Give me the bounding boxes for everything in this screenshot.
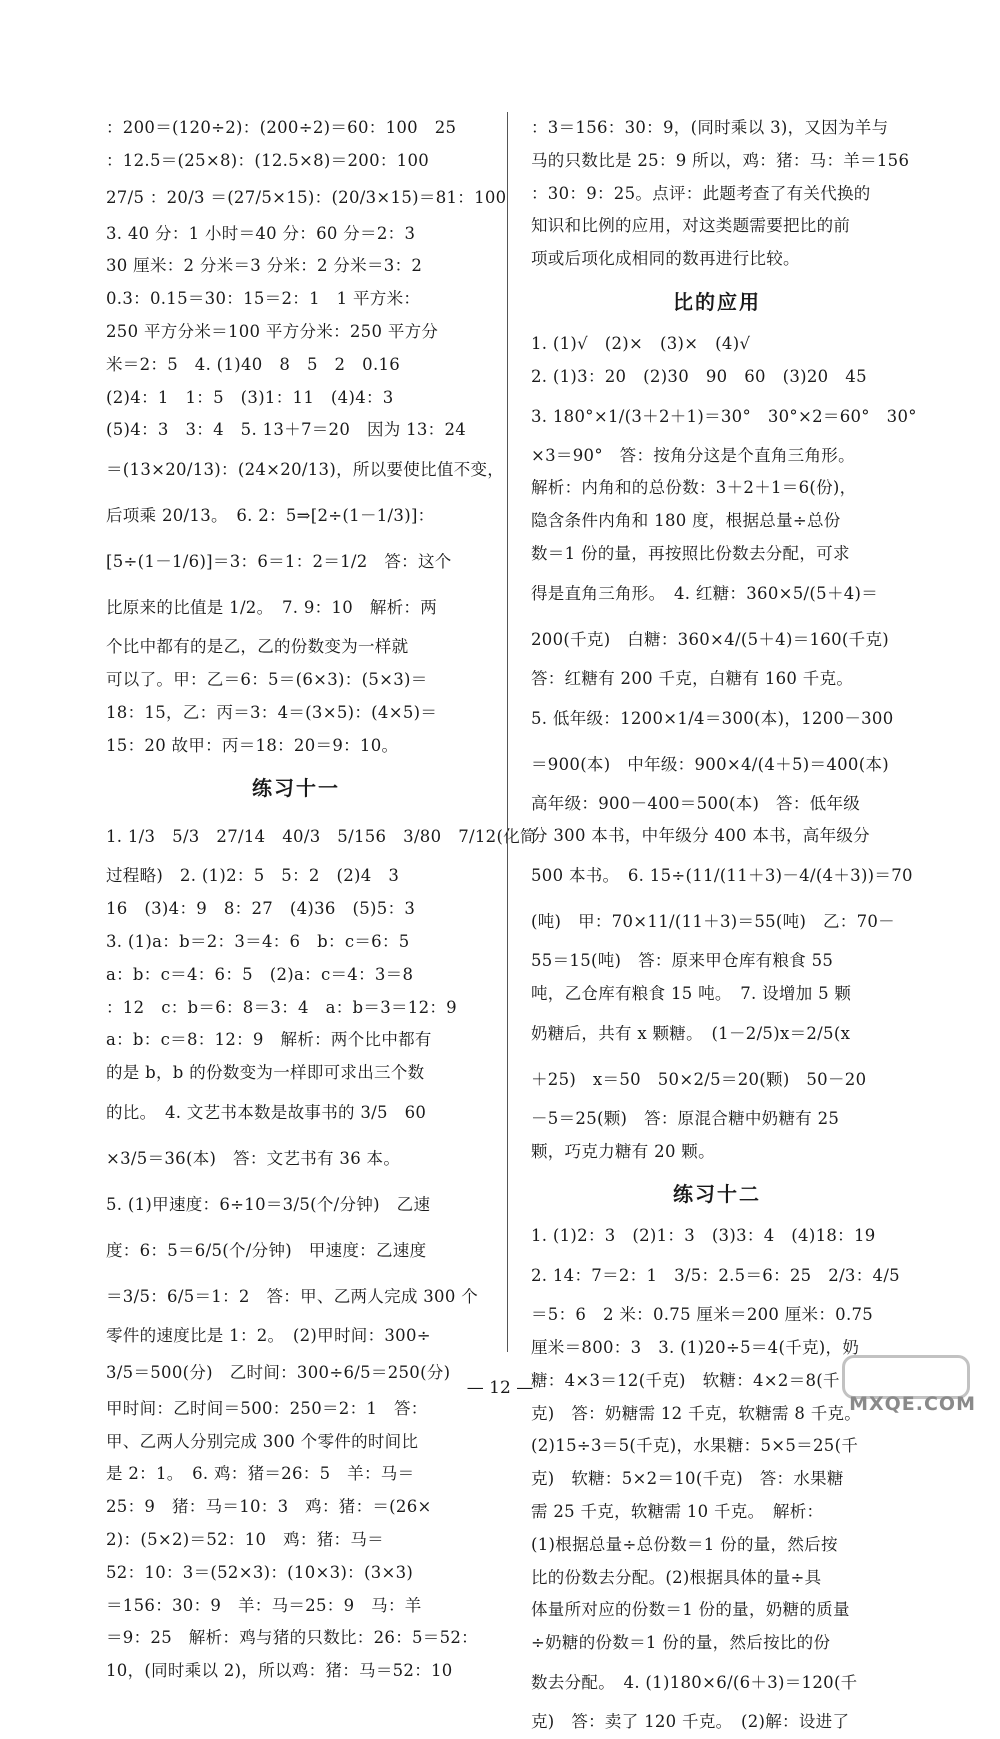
watermark-logo bbox=[836, 1355, 986, 1417]
text-line: 克) 答：卖了 120 千克。 (2)解：设进了 bbox=[531, 1711, 850, 1731]
section-heading: 练习十一 bbox=[252, 776, 340, 801]
text-line: 25：9 猪：马＝10：3 鸡：猪：＝(26× bbox=[106, 1497, 432, 1517]
text-line: (1)根据总量÷总份数＝1 份的量，然后按 bbox=[531, 1534, 838, 1554]
text-line: (吨) 甲：70×11/(11＋3)＝55(吨) 乙：70－ bbox=[531, 912, 895, 932]
text-line: 吨，乙仓库有粮食 15 吨。 7. 设增加 5 颗 bbox=[531, 983, 852, 1003]
text-line: ＝156：30：9 羊：马＝25：9 马：羊 bbox=[106, 1595, 422, 1615]
section-heading: 比的应用 bbox=[673, 289, 761, 314]
text-line: a：b：c＝8：12：9 解析：两个比中都有 bbox=[106, 1030, 432, 1050]
text-line: 隐含条件内角和 180 度，根据总量÷总份 bbox=[531, 511, 841, 531]
text-line: 甲、乙两人分别完成 300 个零件的时间比 bbox=[106, 1431, 419, 1451]
text-line: 比原来的比值是 1/2。 7. 9：10 解析：两 bbox=[106, 598, 438, 618]
text-line: 0.3：0.15＝30：15＝2：1 1 平方米： bbox=[106, 289, 421, 309]
text-line: a：b：c＝4：6：5 (2)a：c＝4：3＝8 bbox=[106, 964, 414, 984]
text-line: 250 平方分米＝100 平方分米：250 平方分 bbox=[106, 321, 439, 341]
text-line: 30 厘米：2 分米＝3 分米：2 分米＝3：2 bbox=[106, 256, 423, 276]
text-line: 27/5 ：20/3 ＝(27/5×15)：(20/3×15)＝81：100 bbox=[106, 187, 507, 207]
text-line: －5＝25(颗) 答：原混合糖中奶糖有 25 bbox=[531, 1108, 840, 1128]
text-line: ×3＝90° 答：按角分这是个直角三角形。 bbox=[531, 445, 855, 465]
text-line: 2. 14：7＝2：1 3/5：2.5＝6：25 2/3：4/5 bbox=[531, 1266, 900, 1286]
text-line: 5. (1)甲速度：6÷10＝3/5(个/分钟) 乙速 bbox=[106, 1194, 431, 1214]
text-line: 15：20 故甲：丙＝18：20＝9：10。 bbox=[106, 735, 399, 755]
text-line: 克) 软糖：5×2＝10(千克) 答：水果糖 bbox=[531, 1469, 844, 1489]
text-line: 厘米＝800：3 3. (1)20÷5＝4(千克)，奶 bbox=[531, 1337, 860, 1357]
text-line: ：30：9：25。点评：此题考查了有关代换的 bbox=[531, 183, 871, 203]
text-line: (2)15÷3＝5(千克)，水果糖：5×5＝25(千 bbox=[531, 1436, 859, 1456]
text-line: 体量所对应的份数＝1 份的量，奶糖的质量 bbox=[531, 1600, 850, 1620]
text-line: ＝9：25 解析：鸡与猪的只数比：26：5＝52： bbox=[106, 1628, 478, 1648]
text-line: 分 300 本书，中年级分 400 本书，高年级分 bbox=[531, 826, 870, 846]
text-line: 需 25 千克，软糖需 10 千克。 解析： bbox=[531, 1501, 824, 1521]
text-line: ＝5：6 2 米：0.75 厘米＝200 厘米：0.75 bbox=[531, 1305, 874, 1325]
text-line: 高年级：900－400＝500(本) 答：低年级 bbox=[531, 793, 861, 813]
text-line: ：3＝156：30：9，(同时乘以 3)，又因为羊与 bbox=[531, 118, 889, 137]
text-line: 55＝15(吨) 答：原来甲仓库有粮食 55 bbox=[531, 951, 834, 971]
text-line: 数＝1 份的量，再按照比份数去分配，可求 bbox=[531, 543, 850, 563]
text-line: ＝(13×20/13)：(24×20/13)，所以要使比值不变， bbox=[106, 460, 505, 480]
page-number: — 12 — bbox=[466, 1378, 534, 1398]
text-line: 糖：4×3＝12(千克) 软糖：4×2＝8(千 bbox=[531, 1370, 840, 1390]
text-line: 米＝2：5 4. (1)40 8 5 2 0.16 bbox=[106, 354, 401, 374]
text-line: 过程略) 2. (1)2：5 5：2 (2)4 3 bbox=[106, 866, 400, 886]
text-line: 10，(同时乘以 2)，所以鸡：猪：马＝52：10 bbox=[106, 1661, 453, 1681]
text-line: 比的份数去分配。(2)根据具体的量÷具 bbox=[531, 1567, 822, 1587]
text-line: 后项乘 20/13。 6. 2：5⇒[2÷(1－1/3)]： bbox=[106, 506, 435, 526]
text-line: 2. (1)3：20 (2)30 90 60 (3)20 45 bbox=[531, 366, 867, 386]
text-line: 18：15，乙：丙＝3：4＝(3×5)：(4×5)＝ bbox=[106, 702, 438, 722]
text-line: 零件的速度比是 1：2。 (2)甲时间：300÷ bbox=[106, 1325, 431, 1345]
text-line: 500 本书。 6. 15÷(11/(11＋3)－4/(4＋3))＝70 bbox=[531, 866, 913, 886]
text-line: 答：红糖有 200 千克，白糖有 160 千克。 bbox=[531, 668, 854, 688]
text-line: ＋25) x＝50 50×2/5＝20(颗) 50－20 bbox=[531, 1069, 867, 1089]
text-line: 200(千克) 白糖：360×4/(5＋4)＝160(千克) bbox=[531, 629, 889, 649]
text-line: 奶糖后，共有 x 颗糖。 (1－2/5)x＝2/5(x bbox=[531, 1023, 851, 1043]
text-line: ：200＝(120÷2)：(200÷2)＝60：100 25 bbox=[106, 118, 457, 137]
text-line: [5÷(1－1/6)]＝3：6＝1：2＝1/2 答：这个 bbox=[106, 552, 452, 572]
text-line: 项或后项化成相同的数再进行比较。 bbox=[531, 249, 800, 269]
text-line: 3. 180°×1/(3＋2＋1)＝30° 30°×2＝60° 30° bbox=[531, 406, 917, 426]
text-line: 1. 1/3 5/3 27/14 40/3 5/156 3/80 7/12(化简 bbox=[106, 827, 537, 847]
text-line: 3. 40 分：1 小时＝40 分：60 分＝2：3 bbox=[106, 223, 416, 243]
text-line: 是 2：1。 6. 鸡：猪＝26：5 羊：马＝ bbox=[106, 1464, 415, 1484]
text-line: 的比。 4. 文艺书本数是故事书的 3/5 60 bbox=[106, 1102, 427, 1122]
text-line: 5. 低年级：1200×1/4＝300(本)，1200－300 bbox=[531, 708, 894, 728]
text-line: ：12 c：b＝6：8＝3：4 a：b＝3＝12：9 bbox=[106, 997, 457, 1017]
text-line: 可以了。甲：乙＝6：5＝(6×3)：(5×3)＝ bbox=[106, 669, 428, 689]
left-column bbox=[106, 112, 537, 1688]
text-line: 2)：(5×2)＝52：10 鸡：猪：马＝ bbox=[106, 1529, 384, 1549]
text-line: 1. (1)2：3 (2)1：3 (3)3：4 (4)18：19 bbox=[531, 1226, 876, 1246]
text-line: 甲时间：乙时间＝500：250＝2：1 答： bbox=[106, 1398, 428, 1418]
text-line: 克) 答：奶糖需 12 千克，软糖需 8 千克。 bbox=[531, 1403, 862, 1423]
text-line: 的是 b，b 的份数变为一样即可求出三个数 bbox=[106, 1063, 425, 1083]
text-line: ×3/5＝36(本) 答：文艺书有 36 本。 bbox=[106, 1148, 401, 1168]
text-line: (5)4：3 3：4 5. 13＋7＝20 因为 13：24 bbox=[106, 420, 467, 440]
section-heading: 练习十二 bbox=[673, 1182, 761, 1207]
text-line: ：12.5＝(25×8)：(12.5×8)＝200：100 bbox=[106, 150, 430, 170]
text-line: 3/5＝500(分) 乙时间：300÷6/5＝250(分) bbox=[106, 1362, 451, 1382]
text-line: ＝900(本) 中年级：900×4/(4＋5)＝400(本) bbox=[531, 754, 889, 774]
text-line: 马的只数比是 25：9 所以，鸡：猪：马：羊＝156 bbox=[531, 150, 910, 170]
text-line: 52：10：3＝(52×3)：(10×3)：(3×3) bbox=[106, 1562, 414, 1582]
text-line: 颗，巧克力糖有 20 颗。 bbox=[531, 1141, 715, 1161]
text-line: ÷奶糖的份数＝1 份的量，然后按比的份 bbox=[531, 1633, 831, 1653]
text-line: 数去分配。 4. (1)180×6/(6＋3)＝120(千 bbox=[531, 1672, 858, 1692]
text-line: 3. (1)a：b＝2：3＝4：6 b：c＝6：5 bbox=[106, 931, 410, 951]
watermark-text: MXQE.COM bbox=[849, 1393, 976, 1415]
text-line: 解析：内角和的总份数：3＋2＋1＝6(份)， bbox=[531, 478, 857, 498]
text-line: 度：6：5＝6/5(个/分钟) 甲速度：乙速度 bbox=[106, 1240, 427, 1260]
text-line: 知识和比例的应用，对这类题需要把比的前 bbox=[531, 216, 851, 236]
text-line: 16 (3)4：9 8：27 (4)36 (5)5：3 bbox=[106, 899, 416, 919]
text-line: 得是直角三角形。 4. 红糖：360×5/(5＋4)＝ bbox=[531, 583, 879, 603]
text-line: 个比中都有的是乙，乙的份数变为一样就 bbox=[106, 637, 409, 657]
text-line: 1. (1)√ (2)× (3)× (4)√ bbox=[531, 333, 751, 353]
text-line: ＝3/5：6/5＝1：2 答：甲、乙两人完成 300 个 bbox=[106, 1286, 478, 1306]
text-line: (2)4：1 1：5 (3)1：11 (4)4：3 bbox=[106, 387, 394, 407]
column-divider bbox=[507, 112, 508, 1352]
